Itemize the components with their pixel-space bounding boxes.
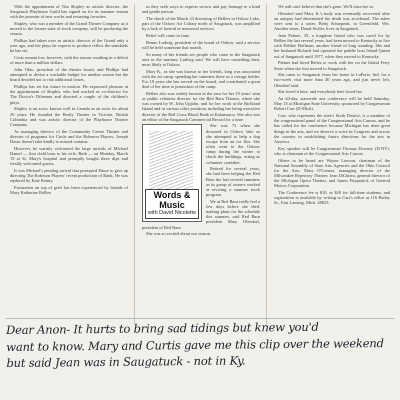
paragraph: She loved it here, and everybody here loved her. <box>278 89 363 95</box>
paragraph: An all-day, statewide arts conference will be held Saturday, May 13 at Michigan State University, sponsored by Congressman Robert Carr (D-Mich). <box>274 96 390 112</box>
paragraph: Relief will come in June. <box>146 32 191 38</box>
columnist-photo <box>142 124 202 222</box>
column-divider <box>134 4 135 324</box>
paragraph: Phillips had taken over as artistic director of the Grand only a year ago, and the plays he expects to produce reflect the standards he has set. <box>10 38 128 54</box>
paragraph: Carr, who represents the state's Sixth District, is a member of the congressional panel of the Congressional Arts Caucus, and he has called for the conference because Michigan has done great things in the arts, and we deserve a voice in Congress and across the country in establishing future directions for the arts in America. <box>274 113 390 144</box>
paragraph: Bellies also was widely known in the area for her 10 years' stint as public relations director for the Red Barn Theater, where she was owned by W. John Upjohn, and for her work at the Richland Island and in various other positions including her being executive director of the Red Cross Blood Bank in Kalamazoo. She also was an editor of the Saugatuck Commercial Record for a time. <box>142 90 260 122</box>
paragraph: She was 73 when she drowned in Oxbow lake as she attempted to help a dog escape from an ice floe. She often went to the Oxbow camp during the winter to check the buildings, acting as volunteer caretaker. <box>206 123 260 165</box>
paragraph: Mary K., as she was known to her friends, long was associated with the art camp, spending her summers there as a cottage holder. For 18 years she has served on the board, and contributed a great deal of her time to promotion of the camp. <box>142 68 260 90</box>
paragraph: With the appointment of Tim Shipley as artistic director, the Saugatuck Playhouse Guild has signed on for its summer season with the promise of new works and returning favorites. <box>10 4 128 20</box>
paragraph: It was Michael's pending arrival that prompted Dasse to give up directing The Robeson Players' recent production of Rank. He was replaced by Kate Kenny. <box>10 167 128 184</box>
paragraph: The shock of the March 23 drowning of Bellies in Oxbow Lake, part of the Oxbow Art Colony north of Saugatuck, was amplified by a lack of funeral or memorial services. <box>142 15 260 32</box>
note-line: but said Jean was in Saugatuck - not in Ky. <box>6 353 246 370</box>
paragraph: Key speaker will be Congressman Thomas Downey (D-NY), who is chairman of the Congressional Arts Caucus. <box>274 145 390 156</box>
article-column-3 <box>274 4 390 326</box>
columnist-portrait-image <box>149 131 193 193</box>
paragraph: Frustration on top of grief has been experienced by friends of Mary Katherine Bellies <box>10 184 128 196</box>
paragraph: Olendorf said Mary K.'s body was eventually recovered after an autopsy had determined the death was accidental. The ashes were sent to a sister, Betty Scharpenk, in Greenfield, Wis. Another sister, Donal Swiler, lives in Saugatuck. <box>274 10 390 32</box>
paragraph: However, he warmly welcomed the large arrivals of Michael Daniel — first child born to his wife, Ruth — on Monday, March 19 at St. Mary's hospital and promptly bought three dips and freshly welcomed guests. <box>10 145 128 167</box>
paragraph: John Ohio, president of the theater board, and Phillips had attempted to devise a workable budget for another season but the board decided not to risk additional losses. <box>10 67 128 83</box>
paragraph: as they seek ways to express sorrow and pay homage to a kind and gentle person. <box>142 4 260 15</box>
column-divider <box>266 4 267 324</box>
paragraph: So many of her friends are people who come to the Saugatuck area in the summer, Ludwig said. We will have something then, most likely at Oxbow. <box>142 51 260 67</box>
article-column-1 <box>10 4 128 326</box>
paragraph: She came to Saugatuck from her home in LaPorte, Ind. for a two-week visit more than 40 years ago, and just never left, Olendorf said. <box>274 72 390 88</box>
column-title: Words & Music <box>153 190 191 210</box>
note-line: want to know. Mary and Curtis gave me this clip over the weekend <box>6 335 384 354</box>
column-byline: with David Nicolette <box>147 210 197 217</box>
paragraph: Benno Ludwig, president of the board of Oxbow, said a service will be held sometime that month. <box>142 39 260 50</box>
paragraph: The Conference fee is $10, or $18 for full-time students, and registration is available by writing to Carr's office at 116 Bailey St., East Lansing, Mich. 48823. <box>274 190 390 206</box>
note-line: Dear Anon- It hurts to bring sad tidings but knew you'd <box>6 319 319 337</box>
paragraph: Jean Palmer, 35, a longtime friend who was cared for by Bellies the last several years, had been moved to Kentucky to live with Debbie Hoffman, another friend of long standing. She and her husband Richard had operated the paddle boat Island Queen out of Saugatuck until 1977, when they moved to Kentucky. <box>274 32 390 59</box>
column-caption <box>145 189 199 219</box>
paragraph: Phillips has set his future in motion. He expressed pleasure at the appointment of Shipley, who had worked as co-director for The Doctor's Dilemma and directed a couple of the children's plays. <box>10 84 128 105</box>
paragraph: We at Red Barn really feel a few days before she died, making plans for the schedule this summer, said Red Barn president Mary Olendorf, president of Red Barn. <box>142 198 260 230</box>
paragraph: Others to be heard are Wayne Lawson, chairman of the National Assembly of State Arts Agencies and the Ohio Council for the Arts; Mary O'Connor, managing director of the Milwaukee Repertory Theater; Jean DiChiera, general director of the Michigan Opera Theater, and James Fitzpatrick of General Motors Corporation. <box>274 157 390 189</box>
paragraph: Retired for several years, she had been helping the Red Barn the last several summers as its group of owners worked at reviving a summer stock program. <box>206 166 260 198</box>
paragraph: Shipley, who was a member of the Grand Theater Company as it moved to the former state of stock company, will be producing the season. <box>10 21 128 37</box>
paragraph: She was so excited about our season. <box>146 231 211 237</box>
handwritten-note <box>6 318 397 400</box>
paragraph: Shipley is an actor, known well in Canada as an actor for about 20 years. He founded the Bertly Theater in Victoria, British Columbia and was artistic director of the Playhouse Theater Company. <box>10 106 128 127</box>
paragraph: Costs remain low, however, with the season resulting in a deficit of more than a million dollars. <box>10 55 128 66</box>
paragraph: As managing director of the Community Center Theater and director of programs for Circle and the Robeson Players, Joseph Dasse doesn't take kindly to missed curtains. <box>10 128 128 144</box>
paragraph: We still can't believe that she's gone. We'll miss her so. <box>278 4 375 9</box>
article-column-2 <box>142 4 260 326</box>
paragraph: Palmer had hired Bettes to work with her on the Island Ferry Store when she first moved to Saugatuck. <box>274 60 390 71</box>
